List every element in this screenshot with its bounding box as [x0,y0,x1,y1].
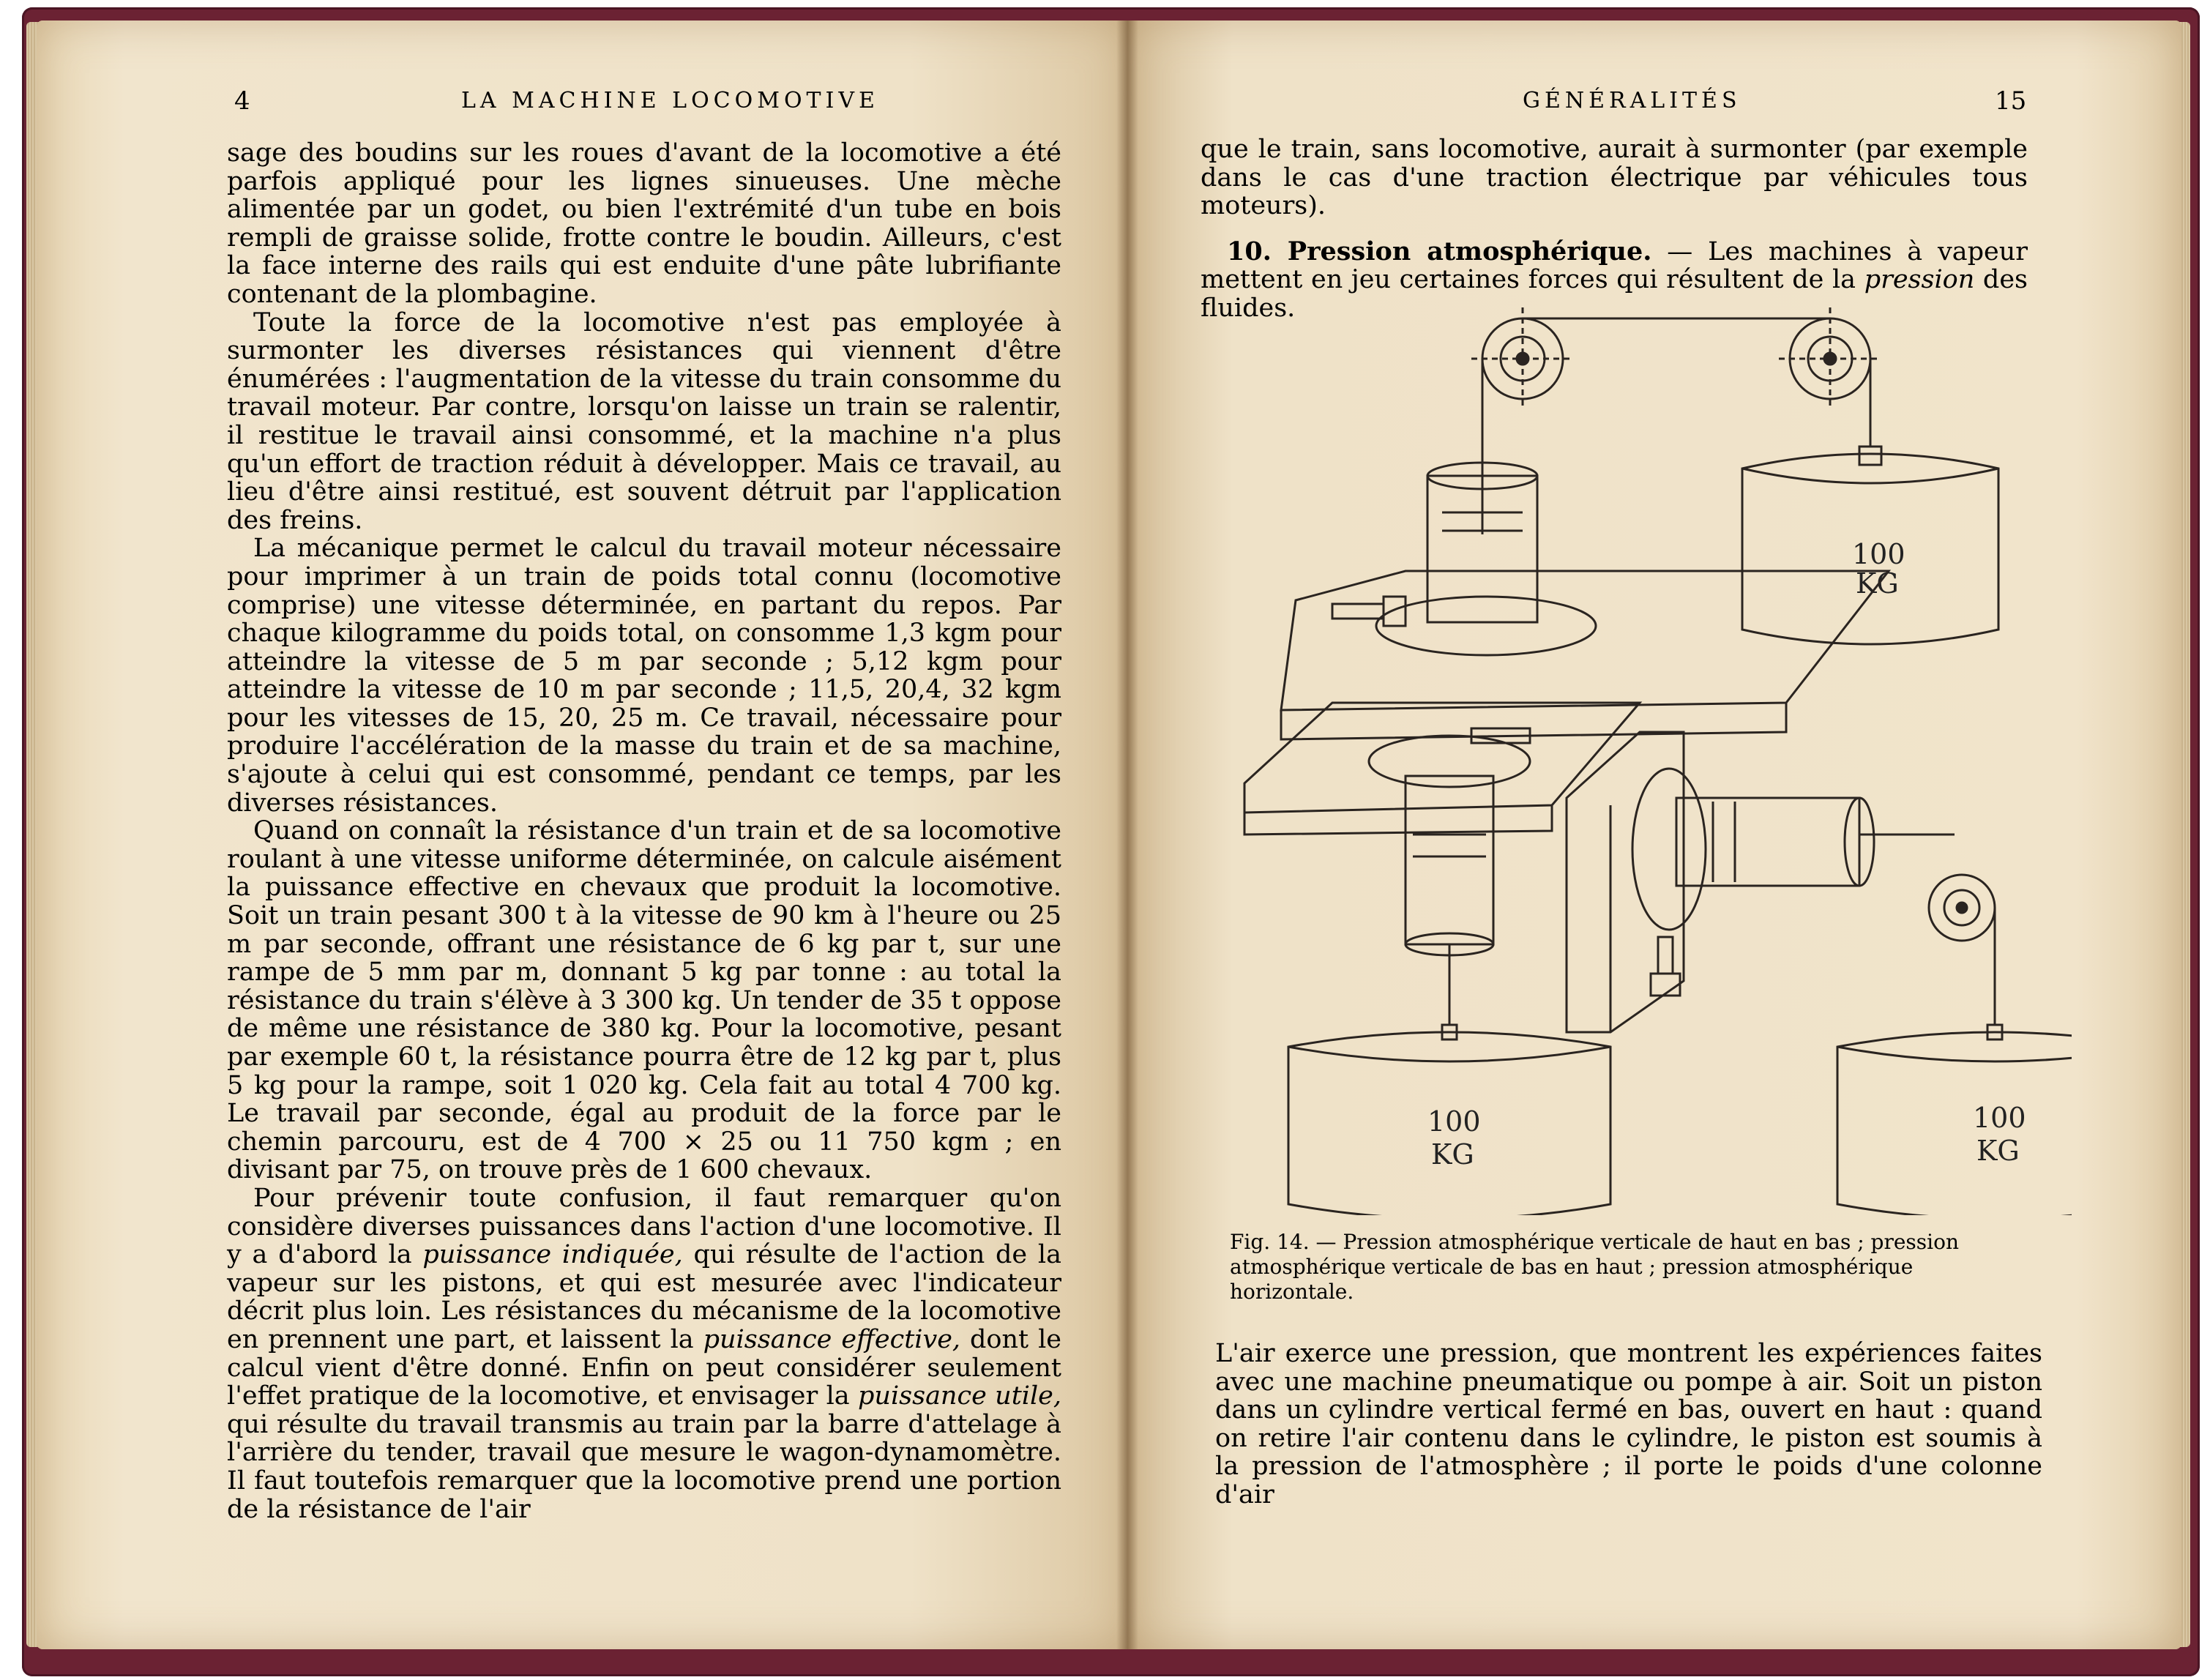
weight-label: KG [1976,1135,2020,1167]
weight-label: KG [1431,1138,1474,1171]
text-run: — Les machines à vapeur mettent en jeu certaines forces qui résultent de la [1201,236,2028,295]
paragraph: que le train, sans locomotive, aurait à surmonter (par exemple dans le cas d'une traction électrique par véhicules tous moteurs). [1201,135,2028,221]
weight-bottom-right [1837,1025,2072,1215]
weight-label: KG [1856,567,1899,600]
left-page-number: 4 [234,86,250,116]
text-run: Pour prévenir toute confusion, il faut remarquer qu'on considère diverses puissances dans l'action d'une locomotive. Il y a d'abord la [227,1183,1061,1270]
paragraph: sage des boudins sur les roues d'avant de la locomotive a été parfois appliqué pour les lignes sinueuses. Une mèche alimentée par un godet, ou bien l'extrémité d'un tube en bois rempli de graisse solide, frotte contre le boudin. Ailleurs, c'est la face interne des rails qui est enduite d'une pâte lubrifiante contenant de la plombagine. [227,138,1061,309]
weight-label: 100 [1427,1105,1481,1138]
right-page-body [1215,1340,2042,1509]
left-page-text [227,139,1061,1523]
rope-top [1482,318,1870,534]
text-run: qui résulte du travail transmis au train par la barre d'attelage à l'arrière du tender, travail que mesure le wagon-dynamomètre. Il faut toutefois remarquer que la locomotive prend une portion de la résistance de l'air [227,1409,1061,1524]
emphasis: puissance indiquée, [422,1240,683,1270]
left-running-head: LA MACHINE LOCOMOTIVE [461,88,879,113]
wall-horizontal-cylinder [1567,732,1955,1032]
paragraph: L'air exerce une pression, que montrent les expériences faites avec une machine pneumatique ou pompe à air. Soit un piston dans un cylindre vertical fermé en bas, ouvert en haut : quand on retire l'air contenu dans le cylindre, le piston est soumis à la pression de l'atmosphère ; il porte le poids d'une colonne d'air [1215,1339,2042,1509]
plate-vertical-cylinder [1281,463,1889,739]
paragraph: La mécanique permet le calcul du travail moteur nécessaire pour imprimer à un train de poids total connu (locomotive comprise) une vitesse déterminée, en partant du repos. Par chaque kilogramme du poids total, on consomme 1,3 kgm pour atteindre la vitesse de 5 m par seconde ; 5,12 kgm pour atteindre la vitesse de 10 m par seconde ; 11,5, 20,4, 32 kgm pour les vitesses de 15, 20, 25 m. Ce travail, nécessaire pour produire l'accélération de la masse du train et de sa machine, s'ajoute à celui qui est consommé, pendant ce temps, par les diverses résistances. [227,534,1061,818]
figure-14-illustration [1230,293,2072,1215]
section-title: 10. Pression atmosphérique. [1227,236,1652,266]
emphasis: pression [1864,265,1975,295]
text-run: dont le calcul vient d'être donné. Enfin on peut considérer seulement l'effet pratique de la locomotive, et envisager la [227,1324,1061,1411]
right-page-number: 15 [1995,86,2027,116]
right-running-head: GÉNÉRALITÉS [1523,88,1742,113]
paragraph: Toute la force de la locomotive n'est pas employée à surmonter les diverses résistances qui viennent d'être énumérées : l'augmentation de la vitesse du train consomme du travail moteur. Par contre, lorsqu'on laisse un train se ralentir, il restitue le travail ainsi consommé, et la machine n'a plus qu'un effort de traction réduit à développer. Mais ce travail, au lieu d'être ainsi restitué, est souvent détruit par l'application des freins. [227,307,1061,535]
plate-inverted-cylinder [1244,703,1640,1025]
pulley-top-left [1471,307,1574,410]
text-run: des fluides. [1201,265,2028,323]
emphasis: puissance effective, [703,1324,961,1354]
paragraph: Quand on connaît la résistance d'un train et de sa locomotive roulant à une vitesse uniforme déterminée, on calcule aisément la puissance effective en chevaux que produit la locomotive. Soit un train pesant 300 t à la vitesse de 90 km à l'heure ou 25 m par seconde, offrant une résistance de 6 kg par t, sur une rampe de 5 mm par m, donnant 5 kg par tonne : au total la résistance du train s'élève à 3 300 kg. Un tender de 35 t oppose de même une résistance de 380 kg. Pour la locomotive, pesant par exemple 60 t, la résistance pourra être de 12 kg par t, plus 5 kg pour la rampe, soit 1 020 kg. Cela fait au total 4 700 kg. Le travail par seconde, égal au produit de la force par le chemin parcouru, est de 4 700 × 25 ou 11 750 kgm ; en divisant par 75, on trouve près de 1 600 chevaux. [227,816,1061,1185]
emphasis: puissance utile, [858,1381,1061,1411]
figure-caption: Fig. 14. — Pression atmosphérique verticale de haut en bas ; pression atmosphérique verticale de bas en haut ; pression atmosphérique horizontale. [1230,1230,1960,1304]
paragraph-puissances [227,1184,1061,1523]
book-gutter [1116,20,1138,1649]
text-run: qui résulte de l'action de la vapeur sur les pistons, et qui est mesurée avec l'indicateur décrit plus loin. Les résistances du mécanisme de la locomotive en prennent une part, et laissent la [227,1240,1061,1354]
pulley-bottom-right [1929,875,1995,1025]
weight-label: 100 [1973,1102,2026,1134]
pulley-top-right [1779,307,1881,410]
weight-label: 100 [1852,538,1905,570]
